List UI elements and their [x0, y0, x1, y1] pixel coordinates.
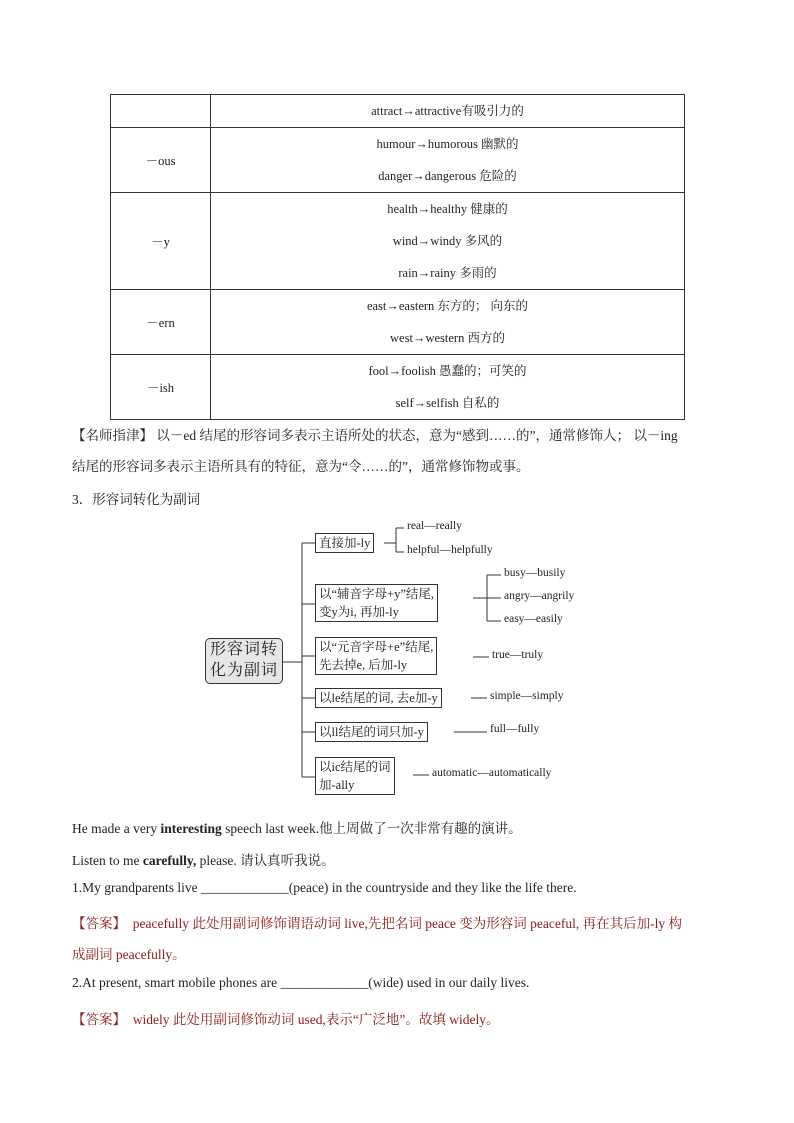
- example-text: please. 请认真听我说。: [199, 853, 335, 868]
- rule-box: [315, 688, 442, 708]
- diagram-example: busy—busily: [504, 567, 566, 579]
- diagram-example: automatic—automatically: [432, 767, 552, 779]
- question-2: 2.At present, smart mobile phones are _____________(wide) used in our daily lives.: [72, 975, 530, 990]
- diagram-example: helpful—helpfully: [407, 544, 493, 556]
- rule-line-2: 加-ally: [319, 778, 355, 792]
- example-line: humour→humorous 幽默的: [376, 137, 519, 151]
- example-text: speech last week.他上周做了一次非常有趣的演讲。: [221, 821, 522, 836]
- example-line: west→western 西方的: [390, 331, 505, 345]
- answer-text: widely 此处用副词修饰动词 used,表示“广泛地”。故填 widely。: [132, 1012, 500, 1027]
- rule-box: [315, 533, 374, 553]
- diagram-example: true—truly: [492, 649, 544, 661]
- answer-tag: 【答案】: [72, 916, 126, 931]
- example-line: rain→rainy 多雨的: [398, 266, 497, 280]
- rule-line-1: 以“辅音字母+y”结尾,: [319, 587, 435, 601]
- example-text: He made a very: [72, 821, 161, 836]
- answer-1: [72, 912, 682, 932]
- example-line: health→healthy 健康的: [387, 202, 508, 216]
- main-node-line-2: 化为副词: [209, 662, 278, 679]
- example-line: wind→windy 多风的: [392, 234, 503, 248]
- main-node-line-1: 形容词转: [209, 641, 278, 658]
- answer-1-cont: 成副词 peacefully。: [72, 947, 186, 962]
- rule-line-1: 以ic结尾的词: [319, 760, 391, 774]
- answer-tag: 【答案】: [72, 1012, 126, 1027]
- diagram-example: real—really: [407, 520, 462, 532]
- example-line: attract→attractive有吸引力的: [371, 104, 524, 118]
- example-text: Listen to me: [72, 853, 143, 868]
- rule-line-1: 直接加-ly: [319, 536, 371, 550]
- answer-text: peacefully 此处用副词修饰谓语动词 live,先把名词 peace 变为形容词 peaceful, 再在其后加-ly 构: [132, 916, 683, 931]
- diagram-example: angry—angrily: [504, 590, 575, 602]
- example-sentence-1: [72, 817, 522, 837]
- rule-box: [315, 722, 428, 742]
- suffix-cell: －ern: [111, 290, 211, 355]
- tip-line-1: 【名师指津】 以－ed 结尾的形容词多表示主语所处的状态，意为“感到……的”，通常修饰人； 以－ing: [72, 428, 678, 443]
- rule-box: [315, 584, 438, 622]
- diagram-example: easy—easily: [504, 613, 563, 625]
- rule-line-2: 变y为i, 再加-ly: [319, 605, 399, 619]
- rule-line-1: 以ll结尾的词只加-y: [319, 725, 424, 739]
- diagram-main-node: [205, 638, 283, 684]
- rule-box: [315, 637, 437, 675]
- rule-line-2: 先去掉e, 后加-ly: [319, 658, 408, 672]
- suffix-cell: －ish: [111, 355, 211, 420]
- rule-line-1: 以le结尾的词, 去e加-y: [319, 691, 438, 705]
- example-keyword: carefully,: [142, 853, 200, 868]
- example-line: danger→dangerous 危险的: [378, 169, 517, 183]
- diagram-example: full—fully: [490, 723, 540, 735]
- diagram-example: simple—simply: [490, 690, 564, 702]
- answer-2: [72, 1008, 499, 1028]
- question-1: 1.My grandparents live _____________(peace) in the countryside and they like the life there.: [72, 880, 577, 895]
- suffix-cell: －ous: [111, 128, 211, 193]
- example-keyword: interesting: [160, 821, 222, 836]
- rule-box: [315, 757, 395, 795]
- example-line: fool→foolish 愚蠢的；可笑的: [368, 364, 527, 378]
- suffix-cell: －y: [111, 193, 211, 290]
- section-title: 3．形容词转化为副词: [72, 492, 201, 507]
- rule-line-1: 以“元音字母+e”结尾,: [319, 640, 434, 654]
- tip-line-2: 结尾的形容词多表示主语所具有的特征，意为“令……的”，通常修饰物或事。: [72, 459, 530, 474]
- example-line: east→eastern 东方的； 向东的: [366, 299, 529, 313]
- example-line: self→selfish 自私的: [395, 396, 500, 410]
- example-sentence-2: [72, 849, 335, 869]
